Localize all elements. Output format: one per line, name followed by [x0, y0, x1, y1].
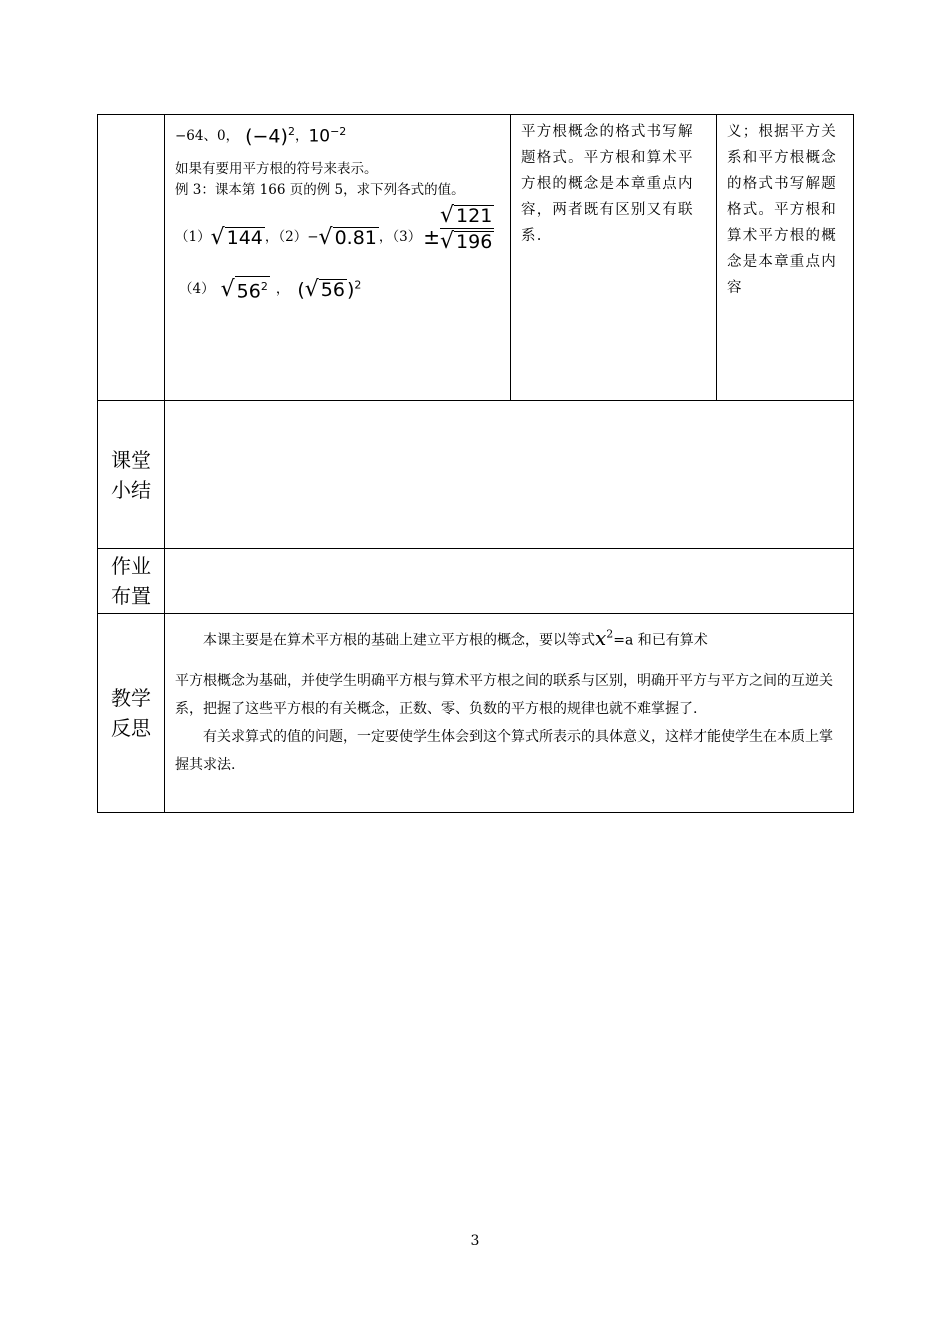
reflection-label-line-2: 反思	[111, 716, 151, 740]
item-3-numerator: 121	[456, 204, 493, 227]
item-3-label: ，（3）	[378, 228, 422, 245]
summary-label	[98, 401, 165, 549]
item-4-radicand	[235, 276, 270, 301]
summary-label-line-2: 小结	[111, 477, 151, 502]
item-5-radicand: 56	[320, 278, 345, 301]
example-items-1-3	[175, 202, 502, 263]
item-1-label: （1）	[175, 228, 211, 245]
item-1-radicand: 144	[226, 226, 263, 249]
expr-exp: −2	[330, 125, 347, 139]
homework-label	[98, 549, 165, 614]
homework-label-line-1: 作业	[111, 554, 151, 578]
example-notes-cell	[717, 115, 854, 401]
reflection-paragraph-2: 平方根概念为基础，并使学生明确平方根与算术平方根之间的联系与区别，明确开平方与平方之间的互逆关系，把握了这些平方根的有关概念，正数、零、负数的平方根的规律也就不难掌握了.	[175, 672, 833, 717]
example-line-1	[175, 119, 502, 153]
homework-row	[98, 549, 854, 614]
reflection-content-cell	[165, 614, 854, 813]
reflection-label	[98, 614, 165, 813]
expr-base: 10	[308, 126, 331, 147]
lesson-plan-table	[97, 114, 854, 813]
homework-content-cell	[165, 549, 854, 614]
reflection-row	[98, 614, 854, 813]
example-content-cell	[165, 115, 511, 401]
separator: ，	[294, 127, 309, 144]
radicand-base: 56	[236, 280, 261, 303]
equation-x-squared	[595, 626, 613, 650]
radicand-exp: 2	[260, 280, 268, 294]
item-2-radicand: 0.81	[334, 226, 377, 249]
item-4-label: （4）	[179, 280, 215, 297]
sqrt-icon: √	[440, 202, 455, 228]
plus-minus-sign: ±	[423, 225, 440, 249]
item-3-denominator: 196	[456, 230, 493, 253]
summary-row	[98, 401, 854, 549]
equation-exp: 2	[606, 627, 614, 640]
reflection-paragraph-3: 有关求算式的值的问题，一定要使学生体会到这个算式所表示的具体意义，这样才能使学生在本质上掌握其求法.	[175, 728, 833, 773]
example-line-2: 如果有要用平方根的符号来表示。	[175, 161, 378, 177]
homework-label-line-2: 布置	[111, 584, 151, 608]
reflection-p1-text: 本课主要是在算术平方根的基础上建立平方根的概念，要以等式	[203, 632, 595, 649]
item-5-exp: 2	[354, 278, 362, 292]
expr-ten-power	[308, 125, 346, 147]
sqrt-icon: √	[210, 224, 225, 250]
example-row	[98, 115, 854, 401]
summary-content-cell	[165, 401, 854, 549]
sqrt-icon: √	[304, 276, 319, 302]
design-intent-text: 平方根概念的格式书写解题格式。平方根和算术平方根的概念是本章重点内容，两者既有区别又有联系.	[521, 124, 694, 244]
example-items-4-5	[175, 267, 502, 311]
reflection-paragraph-1	[175, 620, 841, 655]
value-list: −64、0，	[175, 127, 240, 144]
expr-base: (−4)	[245, 125, 288, 148]
equation-var: x	[595, 625, 607, 650]
summary-label-line-1: 课堂	[111, 447, 151, 472]
sqrt-icon: √	[220, 276, 235, 302]
expr-exp: 2	[287, 124, 295, 138]
sqrt-icon: √	[440, 228, 455, 254]
example-line-3: 例 3：课本第 166 页的例 5，求下列各式的值。	[175, 182, 465, 198]
item-2-label: ，（2）−	[264, 228, 319, 245]
reflection-label-line-1: 教学	[111, 686, 151, 710]
example-label-cell	[98, 115, 165, 401]
item-5-expression: (√ 56 )$^2$	[297, 276, 362, 302]
page-number: 3	[470, 1233, 480, 1249]
expr-neg4-squared	[245, 125, 295, 147]
item-3-fraction	[440, 203, 494, 254]
sqrt-icon: √	[318, 224, 333, 250]
notes-text: 义；根据平方关系和平方根概念的格式书写解题格式。平方根和算术平方根的概念是本章重点内容	[727, 124, 837, 296]
example-design-intent-cell	[511, 115, 717, 401]
reflection-p1-text-end: =a 和已有算术	[613, 632, 708, 649]
separator: ，	[275, 280, 290, 297]
